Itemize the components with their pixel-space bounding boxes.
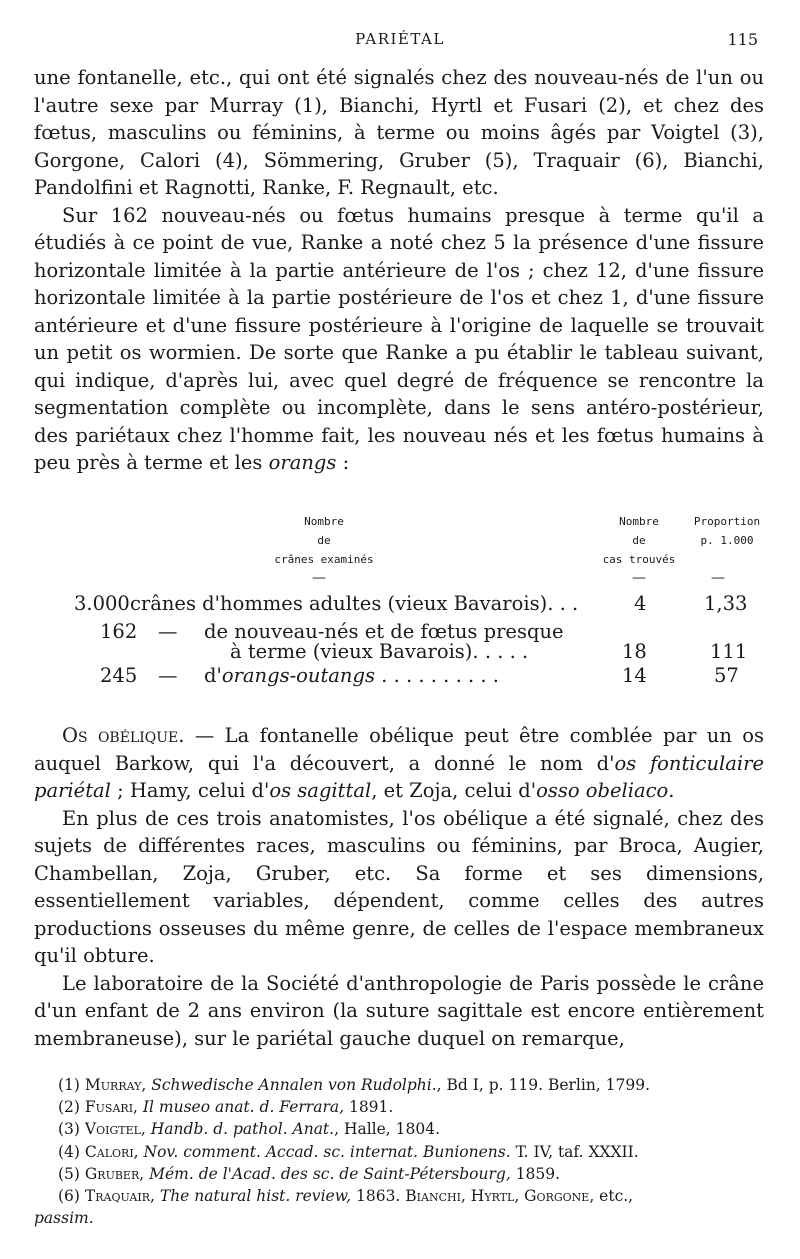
paragraph-4: En plus de ces trois anatomistes, l'os obélique a été signalé, chez des sujets de différentes races, masculins ou féminins, par Broca, Augier, Chambellan, Zoja, Gruber, etc. Sa forme et ses dimensions, essentiellement variables, dépendent, comme celles des autres productions osseuses du même genre, de celles de l'espace membraneux qu'il obture. — [34, 806, 764, 967]
section-lead: Os obélique. — [62, 724, 185, 747]
paragraph-2-italic: orangs — [268, 451, 337, 474]
body-text-top — [34, 64, 764, 477]
running-header: PARIÉTAL — [355, 30, 445, 48]
page-number: 115 — [727, 30, 758, 49]
paragraph-2-text: Sur 162 nouveau-nés ou fœtus humains presque à terme qu'il a étudiés à ce point de vue, Ranke a noté chez 5 la présence d'une fissure horizontale limitée à la partie antérieure de l'os ; chez 12, d'une fissure horizontale limitée à la partie postérieure de l'os et chez 1, d'une fissure antérieure et d'une fissure postérieure à l'origine de laquelle se trouvait un petit os wormien. De sorte que Ranke a pu établir le tableau suivant, qui indique, d'après lui, avec quel degré de fréquence se rencontre la segmentation complète ou incomplète, dans le sens antéro-postérieur, des pariétaux chez l'homme fait, les nouveau nés et les fœtus humains à peu près à terme et les — [34, 203, 764, 474]
footnote: (3) Voigtel, Handb. d. pathol. Anat., Halle, 1804. — [58, 1120, 441, 1139]
footnote: (1) Murray, Schwedische Annalen von Rudolphi., Bd I, p. 119. Berlin, 1799. — [58, 1076, 651, 1094]
body-text-bottom — [34, 722, 764, 1052]
paragraph-2 — [34, 202, 764, 477]
paragraph-2-end: : — [336, 451, 350, 474]
col-skulls-header: Nombre de crânes examinés — [274, 515, 374, 566]
table-header — [34, 512, 764, 572]
footnote: (2) Fusari, Il museo anat. d. Ferrara, 1891. — [58, 1098, 394, 1117]
col-proportion-header: Proportion p. 1.000 — [693, 515, 761, 547]
book-page: PARIÉTAL 115 une fontanelle, etc., qui ont été signalés chez des nouveau-nés de l'un ou l'autre sexe par Murray (1), Bianchi, Hyrtl et Fusari (2), et chez des fœtus, masculins ou féminins, à terme ou moins âgés par Voigtel (3), Gorgone, Calori (4), Sömmering, Gruber (5), Traquair (6), Bianchi, Pandolfini et Ragnotti, Ranke, F. Regnault, etc. Sur 162 nouveau-nés ou fœtus humains presque à terme qu'il a étudiés à ce point de vue, Ranke a noté chez 5 la présence d'une fissure horizontale limitée à la partie antérieure de l'os ; chez 12, d'une fissure horizontale limitée à la partie postérieure de l'os et chez 1, d'une fissure antérieure et d'une fissure postérieure à l'origine de laquelle se trouvait un petit os wormien. De sorte que Ranke a pu établir le tableau suivant, qui indique, d'après lui, avec quel degré de fréquence se rencontre la segmentation complète ou incomplète, dans le sens antéro-postérieur, des pariétaux chez l'homme fait, les nouveau nés et les fœtus humains à peu près à terme et les orangs : Nombre de crânes examinés Nombre de cas trouvés Proportion p. 1.000 — — — 3.000 crânes d'hommes adultes (vieux Bavarois). . . 4 1,33 162 — de nouveau-nés et de fœtus presque à terme (vieux Bavarois). . . . . 18 111 245 — d'orangs-outangs . . . . . . . . . . 14 57 Os obélique. — La fontanelle obélique peut être comblée par un os auquel Barkow, qui l'a découvert, a donné le nom d'os fonticulaire pariétal ; Hamy, celui d'os sagittal, et Zoja, celui d'osso obeliaco. En plus de ces trois anatomistes, l'os obélique a été signalé, chez des sujets de différentes races, masculins ou féminins, par Broca, Augier, Chambellan, Zoja, Gruber, etc. Sa forme et ses dimensions, essentiellement variables, dépendent, comme celles des autres productions osseuses du même genre, de celles de l'espace membraneux qu'il obture. Le laboratoire de la Société d'anthropologie de Paris possède le crâne d'un enfant de 2 ans environ (la suture sagittale est encore entièrement membraneuse), sur le pariétal gauche duquel on remarque, (1) Murray, Schwedische Annalen von Rudolphi., Bd I, p. 119. Berlin, 1799. (2) Fusari, Il museo anat. d. Ferrara, 1891. (3) Voigtel, Handb. d. pathol. Anat., Halle, 1804. (4) Calori, Nov. comment. Accad. sc. internat. Bunionens. T. IV, taf. XXXII. (5) Gruber, Mém. de l'Acad. des sc. de Saint-Pétersbourg, 1859. (6) Traquair, The natural hist. review, 1863. Bianchi, Hyrtl, Gorgone, etc., passim. — [0, 0, 800, 1259]
footnote-continuation: passim. — [34, 1209, 94, 1228]
footnote: (4) Calori, Nov. comment. Accad. sc. internat. Bunionens. T. IV, taf. XXXII. — [58, 1142, 639, 1161]
paragraph-os-obelique: Os obélique. — La fontanelle obélique peut être comblée par un os auquel Barkow, qui l'a découvert, a donné le nom d'os fonticulaire pariétal ; Hamy, celui d'os sagittal, et Zoja, celui d'osso obeliaco. — [34, 724, 764, 802]
footnote: (6) Traquair, The natural hist. review, 1863. Bianchi, Hyrtl, Gorgone, etc., — [58, 1187, 634, 1206]
footnotes — [34, 1074, 764, 1229]
paragraph-1: une fontanelle, etc., qui ont été signalés chez des nouveau-nés de l'un ou l'autre sexe par Murray (1), Bianchi, Hyrtl et Fusari (2), et chez des fœtus, masculins ou féminins, à terme ou moins âgés par Voigtel (3), Gorgone, Calori (4), Sömmering, Gruber (5), Traquair (6), Bianchi, Pandolfini et Ragnotti, Ranke, F. Regnault, etc. — [34, 66, 764, 199]
col-found-header: Nombre de cas trouvés — [602, 515, 676, 566]
footnote: (5) Gruber, Mém. de l'Acad. des sc. de Saint-Pétersbourg, 1859. — [58, 1164, 561, 1183]
paragraph-5: Le laboratoire de la Société d'anthropologie de Paris possède le crâne d'un enfant de 2 ans environ (la suture sagittale est encore entièrement membraneuse), sur le pariétal gauche duquel on remarque, — [34, 971, 764, 1050]
